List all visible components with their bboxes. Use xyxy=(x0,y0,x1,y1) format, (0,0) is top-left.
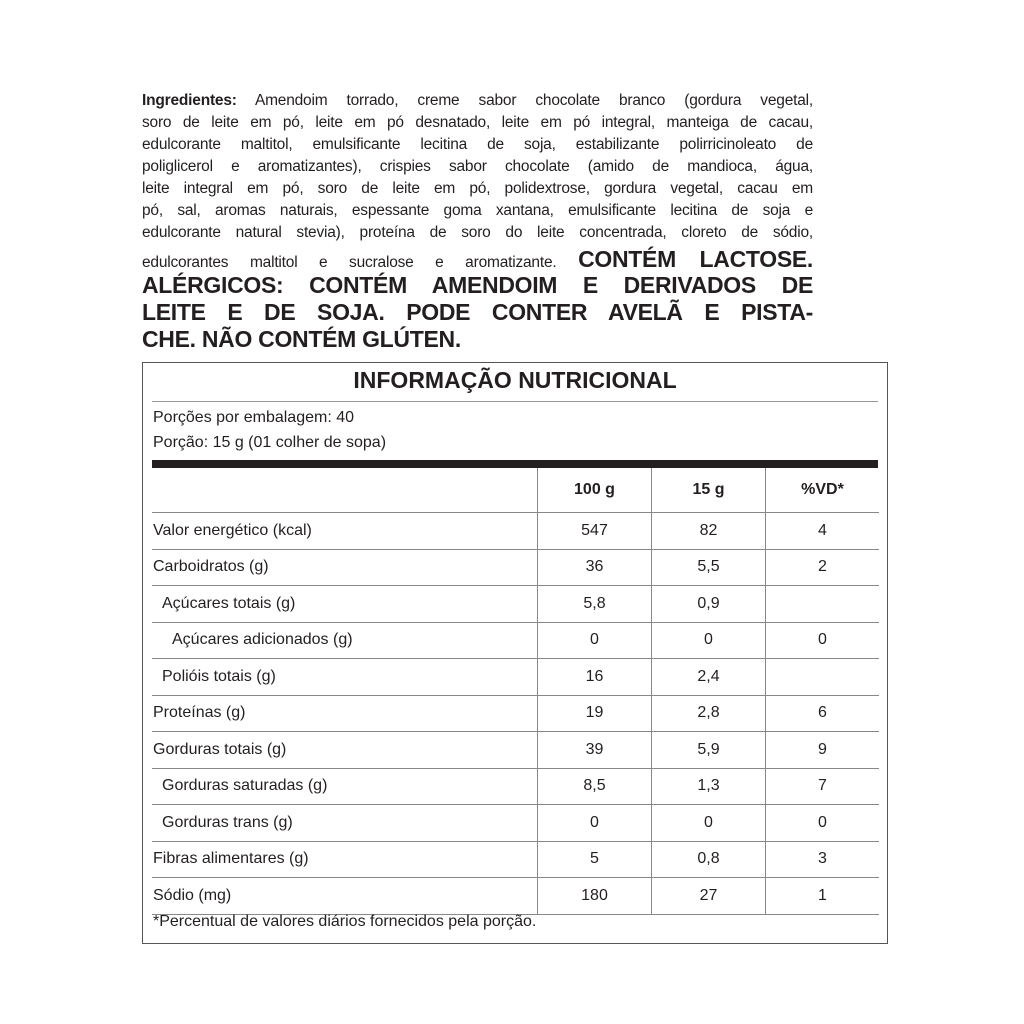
ingredients-line: leite integral em pó, soro de leite em pó, polidextrose, gordura vegetal, cacau em xyxy=(142,180,813,197)
value-100g: 16 xyxy=(538,659,652,696)
value-100g: 180 xyxy=(538,878,652,915)
value-daily-percent: 2 xyxy=(766,549,880,586)
value-daily-percent: 3 xyxy=(766,841,880,878)
value-100g: 5,8 xyxy=(538,586,652,623)
value-100g: 0 xyxy=(538,805,652,842)
header-cell xyxy=(152,468,538,513)
value-portion: 82 xyxy=(652,513,766,550)
nutrition-title: INFORMAÇÃO NUTRICIONAL xyxy=(353,367,677,393)
ingredients-line: soro de leite em pó, leite em pó desnatado, leite em pó integral, manteiga de cacau, xyxy=(142,114,813,131)
serving-size: Porção: 15 g (01 colher de sopa) xyxy=(153,434,387,451)
value-daily-percent: 0 xyxy=(766,622,880,659)
value-daily-percent xyxy=(766,586,880,623)
value-portion: 0 xyxy=(652,805,766,842)
table-row xyxy=(152,805,879,842)
nutrient-label: Açúcares totais (g) xyxy=(152,586,538,623)
table-row xyxy=(152,695,879,732)
table-row xyxy=(152,513,879,550)
value-100g: 36 xyxy=(538,549,652,586)
nutrient-label: Fibras alimentares (g) xyxy=(152,841,538,878)
value-portion: 0 xyxy=(652,622,766,659)
footnote: *Percentual de valores diários fornecidos pela porção. xyxy=(153,913,537,930)
value-100g: 5 xyxy=(538,841,652,878)
table-row xyxy=(152,732,879,769)
ingredients-label: Ingredientes: xyxy=(142,92,237,109)
ingredients-line: pó, sal, aromas naturais, espessante goma xantana, emulsificante lecitina de soja e xyxy=(142,202,813,219)
value-daily-percent: 7 xyxy=(766,768,880,805)
nutrient-label: Gorduras trans (g) xyxy=(152,805,538,842)
value-100g: 8,5 xyxy=(538,768,652,805)
nutrient-label: Gorduras totais (g) xyxy=(152,732,538,769)
value-portion: 2,8 xyxy=(652,695,766,732)
allergen-warning-line: LEITE E DE SOJA. PODE CONTER AVELÃ E PISTA- xyxy=(142,299,813,325)
table-row xyxy=(152,768,879,805)
value-portion: 5,5 xyxy=(652,549,766,586)
table-row xyxy=(152,549,879,586)
value-portion: 5,9 xyxy=(652,732,766,769)
header-row xyxy=(152,468,879,513)
table-row xyxy=(152,659,879,696)
value-daily-percent xyxy=(766,659,880,696)
nutrient-label: Proteínas (g) xyxy=(152,695,538,732)
nutrient-label: Sódio (mg) xyxy=(152,878,538,915)
ingredients-line: edulcorante maltitol, emulsificante lecitina de soja, estabilizante polirricinoleato de xyxy=(142,136,813,153)
table-row xyxy=(152,586,879,623)
thick-divider xyxy=(152,460,878,468)
value-portion: 1,3 xyxy=(652,768,766,805)
value-portion: 2,4 xyxy=(652,659,766,696)
divider xyxy=(152,401,878,402)
table-row xyxy=(152,622,879,659)
table-row xyxy=(152,878,879,915)
value-portion: 0,9 xyxy=(652,586,766,623)
ingredients-line: edulcorante natural stevia), proteína de soro do leite concentrada, cloreto de sódio, xyxy=(142,224,813,241)
lactose-warning: CONTÉM LACTOSE. xyxy=(578,246,813,272)
table-row xyxy=(152,841,879,878)
value-100g: 19 xyxy=(538,695,652,732)
allergen-warning-line: CHE. NÃO CONTÉM GLÚTEN. xyxy=(142,326,461,352)
header-cell: 100 g xyxy=(538,468,652,513)
value-100g: 0 xyxy=(538,622,652,659)
ingredients-section xyxy=(142,90,813,353)
value-portion: 27 xyxy=(652,878,766,915)
nutrition-grid xyxy=(152,468,879,915)
header-cell: %VD* xyxy=(766,468,880,513)
nutrient-label: Polióis totais (g) xyxy=(152,659,538,696)
ingredients-line: poliglicerol e aromatizantes), crispies sabor chocolate (amido de mandioca, água, xyxy=(142,158,813,175)
header-cell: 15 g xyxy=(652,468,766,513)
ingredients-line: Ingredientes: Amendoim torrado, creme sabor chocolate branco (gordura vegetal, xyxy=(142,92,813,109)
ingredients-line: edulcorantes maltitol e sucralose e aromatizante. CONTÉM LACTOSE. xyxy=(142,246,813,272)
value-100g: 547 xyxy=(538,513,652,550)
value-portion: 0,8 xyxy=(652,841,766,878)
value-daily-percent: 0 xyxy=(766,805,880,842)
value-100g: 39 xyxy=(538,732,652,769)
nutrient-label: Carboidratos (g) xyxy=(152,549,538,586)
nutrient-label: Valor energético (kcal) xyxy=(152,513,538,550)
value-daily-percent: 4 xyxy=(766,513,880,550)
value-daily-percent: 6 xyxy=(766,695,880,732)
nutrient-label: Gorduras saturadas (g) xyxy=(152,768,538,805)
nutrition-facts-table xyxy=(142,362,888,944)
value-daily-percent: 1 xyxy=(766,878,880,915)
value-daily-percent: 9 xyxy=(766,732,880,769)
servings-per-package: Porções por embalagem: 40 xyxy=(153,409,354,426)
nutrient-label: Açúcares adicionados (g) xyxy=(152,622,538,659)
allergen-warning-line: ALÉRGICOS: CONTÉM AMENDOIM E DERIVADOS DE xyxy=(142,272,813,298)
